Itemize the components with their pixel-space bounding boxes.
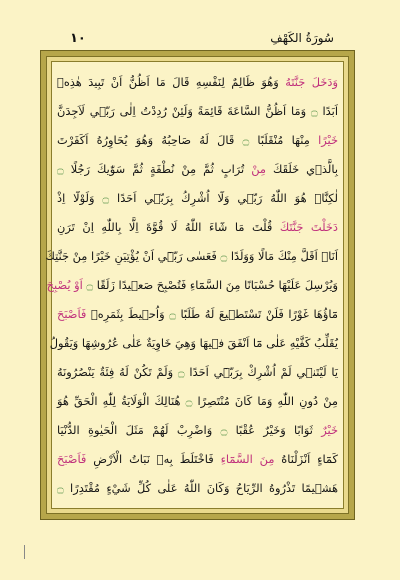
text-panel [45,61,344,509]
page-number: ١٠ [70,30,86,46]
text-segment: اَبَدًا [322,104,338,118]
text-segment: هَش۪يمًا تَذْرُوهُ الرِّيَاحُ وَكَانَ اللّٰهُ عَلٰى كُلِّ شَيْءٍ مُقْتَدِرًا [70,481,338,495]
text-segment: ثَوَابًا وَخَيْرٌ عُقْبًا [235,423,322,437]
text-line [57,184,338,212]
text-segment: مِنْ دُونِ اللّٰهِ وَمَا كَانَ مُنْتَصِرًا [197,394,339,408]
text-segment: بِالَّذ۪ي خَلَقَكَ [265,162,338,176]
text-line [45,242,338,270]
text-segment: اَنَا۬ اَقَلَّ مِنْكَ مَالًا وَوَلَدًا [230,249,338,263]
text-line [57,445,338,473]
text-segment: وَمَا اَظُنُّ السَّاعَةَ قَائِمَةً وَلَئِنْ رُدِدْتُ اِلٰى رَبّ۪ي لَاَجِدَنَّ [57,104,307,118]
verse-end-marker: ۝ [173,365,190,379]
highlighted-text: مِنَ السَّمَٓاءِ [220,452,275,466]
margin-tick [24,545,25,559]
highlighted-text: خَيْرًا [318,133,338,147]
text-segment: هُنَالِكَ الْوَلَايَةُ لِلّٰهِ الْحَقِّ هُوَ [57,394,181,408]
verse-end-marker: ۝ [180,394,198,408]
verse-end-marker: ۝ [57,162,71,176]
verse-end-marker: ۝ [306,104,323,118]
verse-end-marker: ۝ [216,249,231,263]
text-line [49,329,338,357]
text-line [57,387,338,415]
surah-name: سُورَةُ الكَهْفِ [270,31,334,45]
text-line [57,474,338,502]
text-line [57,300,338,328]
text-segment: لٰكِنَّا۬ هُوَ اللّٰهُ رَبّ۪ي وَلَٓا اُشْرِكُ بِرَبّ۪ي اَحَدًا [117,191,338,205]
text-segment: مِنْهَا مُنْقَلَبًا [257,133,319,147]
text-segment: قُلْتَ مَا شَٓاءَ اللّٰهُ لَا قُوَّةَ اِلَّا بِاللّٰهِ اِنْ تَرَنِ [57,220,280,234]
highlighted-text: خَيْرٌ [321,423,339,437]
text-line [57,358,338,386]
verse-end-marker: ۝ [164,307,181,321]
text-segment: يَا لَيْتَن۪ي لَمْ اُشْرِكْ بِرَبّ۪ٓي اَحَدًا [189,365,339,379]
text-segment: وَلَوْلَٓا اِذْ [57,191,95,205]
text-line [57,155,338,183]
verse-end-marker: ۝ [234,133,258,147]
text-segment: فَعَسٰى رَبّ۪ٓي اَنْ يُؤْتِيَنِ خَيْرًا مِنْ جَنَّتِكَ [45,249,217,263]
verse-end-marker: ۝ [94,191,118,205]
text-segment: وَيُرْسِلَ عَلَيْهَا حُسْبَانًا مِنَ السَّمَٓاءِ فَتُصْبِحَ صَع۪يدًا زَلَقًا [96,278,338,292]
highlighted-text: فَاَصْبَحَ [57,452,87,466]
text-segment: وَاضْرِبْ لَهُمْ مَثَلَ الْحَيٰوةِ الدُّنْيَا [57,423,213,437]
text-segment: مَٓاؤُهَا غَوْرًا فَلَنْ تَسْتَط۪يعَ لَهُ طَلَبًا [180,307,339,321]
text-segment: وَاُح۪يطَ بِثَمَرِه۪ [86,307,165,321]
verse-end-marker: ۝ [212,423,236,437]
text-line [57,213,338,241]
text-segment: وَهُوَ ظَالِمٌ لِنَفْسِهِ قَالَ مَا اَظُنُّ اَنْ تَبِيدَ هٰذِهٖ [57,75,286,89]
frame-border [46,56,349,514]
highlighted-text: اَوْ يُصْبِحَ [46,278,83,292]
text-segment: كَمَٓاءٍ اَنْزَلْنَاهُ [274,452,338,466]
verse-end-marker: ۝ [82,278,97,292]
text-segment: تُرَابٍ ثُمَّ مِنْ نُطْفَةٍ ثُمَّ سَوّٰيكَ رَجُلًا [70,162,252,176]
highlighted-text: مِنْ [251,162,266,176]
text-segment: يُقَلِّبُ كَفَّيْهِ عَلٰى مَٓا اَنْفَقَ ف۪يهَا وَهِيَ خَاوِيَةٌ عَلٰى عُرُوشِهَا وَيَقُولُ [49,336,338,350]
text-line [57,416,338,444]
text-segment: وَلَمْ تَكُنْ لَهُ فِئَةٌ يَنْصُرُونَهُ [57,365,174,379]
text-line [57,126,338,154]
verse-end-marker: ۝ [57,481,71,495]
text-line [57,68,338,96]
highlighted-text: دَخَلْتَ جَنَّتَكَ [279,220,338,234]
page-frame [40,50,355,520]
highlighted-text: وَدَخَلَ جَنَّتَهُ [285,75,338,89]
text-segment: فَاخْتَلَطَ بِه۪ نَبَاتُ الْاَرْضِ [86,452,221,466]
page-header [70,28,334,48]
text-segment: قَالَ لَهُ صَاحِبُهُ وَهُوَ يُحَاوِرُهُ اَكَفَرْتَ [57,133,235,147]
text-line [57,97,338,125]
highlighted-text: فَاَصْبَحَ [57,307,87,321]
text-line [46,271,338,299]
